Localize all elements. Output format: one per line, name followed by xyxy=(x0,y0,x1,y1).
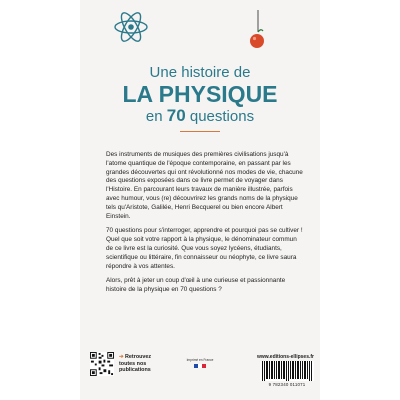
title-number: 70 xyxy=(166,106,186,125)
blurb-paragraph-1: Des instruments de musiques des premières civilisations jusqu'à l'atome quantique de l'époque contemporaine, en passant par les grandes découvertes qui ont révolutionné nos modes de vie, chacune des questions exposées dans ce livre permet de voyager dans l'Histoire. En parcourant leurs travaux de manière illustrée, parfois avec humour, vous (re) découvrirez les grands noms de la physique tels qu'Aristote, Galilée, Henri Becquerel ou bien encore Albert Einstein. xyxy=(106,151,303,220)
title-line-3 xyxy=(120,106,280,126)
qr-caption-line-2: toutes nos xyxy=(119,360,147,367)
french-flag-icon xyxy=(194,364,206,368)
printed-in-france xyxy=(180,358,220,368)
title-line-3-suffix: questions xyxy=(185,108,255,125)
arrow-right-icon: ➔ xyxy=(119,354,124,360)
qr-caption-line-3: publications xyxy=(119,367,151,374)
atom-icon xyxy=(113,9,149,45)
title-line-3-prefix: en xyxy=(145,108,167,125)
falling-apple-icon xyxy=(248,10,268,52)
qr-code[interactable] xyxy=(90,352,114,376)
title-line-1: Une histoire de xyxy=(149,64,251,81)
qr-caption xyxy=(119,354,151,374)
publisher-website[interactable]: www.editions-ellipses.fr xyxy=(256,354,314,360)
title-line-2: LA PHYSIQUE xyxy=(122,81,278,107)
barcode-digits: 9 782340 011071 xyxy=(268,382,306,387)
book-title xyxy=(120,64,280,126)
back-cover-blurb xyxy=(106,151,303,301)
barcode xyxy=(260,361,314,381)
printed-in-france-label: Imprimé en France xyxy=(186,358,214,362)
qr-caption-line-1 xyxy=(119,354,151,361)
qr-caption-text-1: Retrouvez xyxy=(125,354,152,360)
blurb-paragraph-3: Alors, prêt à jeter un coup d'œil à une curieuse et passionnante histoire de la physique en 70 questions ? xyxy=(106,277,286,294)
blurb-paragraph-2: 70 questions pour s'interroger, apprendre et pourquoi pas se cultiver ! Quel que soit votre rapport à la physique, le dénominateur commun de ce livre est la curiosité. Que vous soyez lycéens, étudiants, scientifique ou littéraire, fin connaisseur ou néophyte, ce livre saura répondre à vos attentes. xyxy=(106,227,303,270)
title-divider xyxy=(180,131,220,132)
